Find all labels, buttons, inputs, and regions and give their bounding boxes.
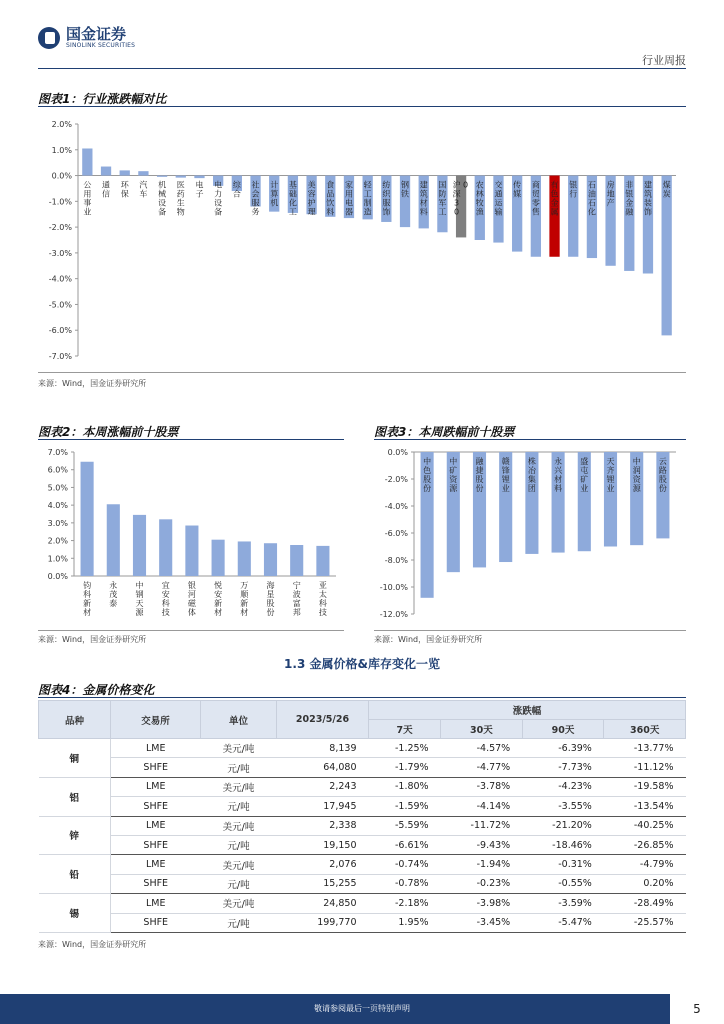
unit-cell: 美元/吨	[201, 739, 277, 758]
footer-disclaimer: 敬请参阅最后一页特别声明	[314, 1004, 410, 1013]
company-logo	[38, 26, 135, 49]
metal-name: 铝	[39, 777, 111, 816]
exchange-cell: LME	[111, 739, 201, 758]
change-360d-cell: -26.85%	[604, 835, 686, 854]
top-gainers-chart	[38, 444, 344, 628]
top-losers-chart	[374, 444, 686, 628]
change-7d-cell: -2.18%	[369, 894, 441, 913]
bar	[316, 546, 329, 576]
y-tick-label: 2.0%	[47, 536, 68, 546]
unit-cell: 元/吨	[201, 758, 277, 777]
bar	[662, 176, 672, 336]
change-360d-cell: -25.57%	[604, 913, 686, 932]
change-7d-cell: -6.61%	[369, 835, 441, 854]
fig2-source-line	[38, 630, 344, 631]
change-30d-cell: -3.98%	[441, 894, 523, 913]
bar	[159, 519, 172, 576]
th-change: 涨跌幅	[369, 701, 686, 720]
bar	[264, 543, 277, 576]
change-90d-cell: -0.55%	[522, 874, 604, 893]
category-label: 美容护理	[307, 180, 316, 217]
category-label: 有色金属	[550, 180, 559, 217]
price-cell: 2,243	[277, 777, 369, 796]
y-tick-label: 3.0%	[47, 518, 68, 528]
change-90d-cell: -7.73%	[522, 758, 604, 777]
y-tick-label: 1.0%	[51, 145, 72, 155]
category-label: 传媒	[513, 180, 522, 199]
price-cell: 8,139	[277, 739, 369, 758]
fig4-source: 来源：Wind，国金证券研究所	[38, 940, 147, 949]
category-label: 公用事业	[83, 180, 92, 217]
category-label: 中润资源	[632, 457, 641, 493]
th-7d: 7天	[369, 720, 441, 739]
category-label: 沪深 3 00	[452, 180, 469, 217]
table-row	[39, 855, 686, 874]
fig4-title: 图表4：金属价格变化	[38, 683, 155, 697]
th-date: 2023/5/26	[277, 701, 369, 739]
category-label: 房地产	[606, 180, 615, 208]
metal-name: 锡	[39, 894, 111, 933]
change-90d-cell: -21.20%	[522, 816, 604, 835]
y-tick-label: -10.0%	[379, 583, 408, 592]
change-90d-cell: -0.31%	[522, 855, 604, 874]
fig3-title: 图表3：本周跌幅前十股票	[374, 425, 515, 439]
fig1-title-line	[38, 106, 686, 107]
y-tick-label: -6.0%	[48, 326, 72, 336]
bar	[238, 541, 251, 576]
table-row	[39, 739, 686, 758]
logo-icon	[38, 27, 60, 49]
fig2-title-line	[38, 439, 344, 440]
category-label: 亚太科技	[318, 581, 327, 617]
y-tick-label: -5.0%	[48, 300, 72, 310]
y-tick-label: 4.0%	[47, 501, 68, 511]
page-number: 5	[670, 994, 724, 1024]
fig3-title-line	[374, 439, 686, 440]
category-label: 家用电器	[344, 180, 353, 217]
unit-cell: 美元/吨	[201, 855, 277, 874]
category-label: 天齐锂业	[606, 457, 615, 493]
price-cell: 199,770	[277, 913, 369, 932]
change-7d-cell: 1.95%	[369, 913, 441, 932]
price-cell: 15,255	[277, 874, 369, 893]
th-exchange: 交易所	[111, 701, 201, 739]
change-360d-cell: -11.12%	[604, 758, 686, 777]
category-label: 计算机	[270, 180, 279, 208]
category-label: 钧科新材	[83, 581, 92, 617]
table-row	[39, 816, 686, 835]
change-360d-cell: -4.79%	[604, 855, 686, 874]
fig1-source-line	[38, 372, 686, 373]
y-tick-label: -1.0%	[48, 197, 72, 207]
change-90d-cell: -4.23%	[522, 777, 604, 796]
price-cell: 64,080	[277, 758, 369, 777]
bar	[82, 148, 92, 175]
category-label: 宜安科技	[161, 581, 170, 617]
change-7d-cell: -0.74%	[369, 855, 441, 874]
bar	[194, 176, 204, 179]
change-30d-cell: -11.72%	[441, 816, 523, 835]
y-tick-label: 2.0%	[51, 120, 72, 129]
change-30d-cell: -4.57%	[441, 739, 523, 758]
unit-cell: 美元/吨	[201, 777, 277, 796]
logo-cn: 国金证券	[66, 25, 127, 43]
y-tick-label: 5.0%	[47, 483, 68, 493]
category-label: 煤炭	[662, 180, 671, 199]
exchange-cell: SHFE	[111, 758, 201, 777]
change-90d-cell: -5.47%	[522, 913, 604, 932]
category-label: 纺织服饰	[382, 180, 391, 217]
table-row	[39, 913, 686, 932]
unit-cell: 元/吨	[201, 797, 277, 816]
change-30d-cell: -3.78%	[441, 777, 523, 796]
bar	[157, 176, 167, 177]
fig3-source-line	[374, 630, 686, 631]
category-label: 食品饮料	[326, 180, 335, 217]
th-90d: 90天	[522, 720, 604, 739]
change-90d-cell: -6.39%	[522, 739, 604, 758]
category-label: 环保	[120, 180, 129, 199]
category-label: 机械设备	[158, 180, 167, 217]
change-360d-cell: 0.20%	[604, 874, 686, 893]
unit-cell: 元/吨	[201, 874, 277, 893]
y-tick-label: 0.0%	[51, 171, 72, 181]
exchange-cell: SHFE	[111, 835, 201, 854]
bar	[81, 462, 94, 576]
table-row	[39, 835, 686, 854]
bar	[185, 526, 198, 576]
y-tick-label: -6.0%	[384, 529, 408, 538]
change-7d-cell: -1.79%	[369, 758, 441, 777]
category-label: 医药生物	[176, 180, 185, 217]
change-30d-cell: -4.14%	[441, 797, 523, 816]
category-label: 建筑装饰	[643, 180, 652, 217]
y-tick-label: 0.0%	[47, 572, 68, 581]
bar	[212, 540, 225, 576]
category-label: 交通运输	[494, 180, 503, 217]
category-label: 盛屯矿业	[580, 457, 589, 493]
y-tick-label: -4.0%	[384, 502, 408, 511]
bar	[290, 545, 303, 576]
category-label: 综合	[232, 180, 241, 199]
logo-en: SINOLINK SECURITIES	[66, 42, 136, 49]
change-90d-cell: -3.55%	[522, 797, 604, 816]
bar	[120, 170, 130, 175]
section-title: 1.3 金属价格&库存变化一览	[284, 657, 440, 671]
y-tick-label: 6.0%	[47, 465, 68, 475]
fig1-source: 来源：Wind，国金证券研究所	[38, 379, 147, 388]
exchange-cell: LME	[111, 855, 201, 874]
change-360d-cell: -28.49%	[604, 894, 686, 913]
industry-change-chart	[38, 110, 686, 370]
th-unit: 单位	[201, 701, 277, 739]
category-label: 海星股份	[266, 581, 275, 617]
header-divider	[38, 68, 686, 69]
category-label: 万顺新材	[240, 581, 249, 617]
fig2-source: 来源：Wind，国金证券研究所	[38, 635, 147, 644]
bar	[138, 171, 148, 175]
y-tick-label: -12.0%	[379, 610, 408, 619]
category-label: 中钢天源	[135, 581, 144, 617]
metal-name: 锌	[39, 816, 111, 855]
change-7d-cell: -1.59%	[369, 797, 441, 816]
unit-cell: 美元/吨	[201, 816, 277, 835]
report-type: 行业周报	[642, 54, 686, 67]
bar	[176, 176, 186, 178]
bar	[133, 515, 146, 576]
change-30d-cell: -4.77%	[441, 758, 523, 777]
change-30d-cell: -1.94%	[441, 855, 523, 874]
change-7d-cell: -1.25%	[369, 739, 441, 758]
category-label: 中色股份	[423, 457, 432, 493]
y-tick-label: -4.0%	[48, 274, 72, 284]
exchange-cell: LME	[111, 894, 201, 913]
y-tick-label: 1.0%	[47, 554, 68, 564]
price-cell: 2,338	[277, 816, 369, 835]
y-tick-label: -2.0%	[384, 475, 408, 484]
y-tick-label: -2.0%	[48, 223, 72, 233]
table-row	[39, 797, 686, 816]
table-row	[39, 874, 686, 893]
category-label: 株冶集团	[527, 457, 536, 493]
bar	[101, 167, 111, 176]
change-360d-cell: -13.77%	[604, 739, 686, 758]
category-label: 银河磁体	[187, 581, 196, 617]
th-360d: 360天	[604, 720, 686, 739]
fig1-title: 图表1：行业涨跌幅对比	[38, 92, 167, 106]
change-30d-cell: -3.45%	[441, 913, 523, 932]
unit-cell: 元/吨	[201, 835, 277, 854]
category-label: 轻工制造	[363, 180, 372, 217]
category-label: 宁波富邦	[292, 581, 301, 617]
table-row	[39, 894, 686, 913]
change-30d-cell: -0.23%	[441, 874, 523, 893]
price-cell: 24,850	[277, 894, 369, 913]
th-30d: 30天	[441, 720, 523, 739]
exchange-cell: SHFE	[111, 874, 201, 893]
fig3-source: 来源：Wind，国金证券研究所	[374, 635, 483, 644]
exchange-cell: SHFE	[111, 913, 201, 932]
change-90d-cell: -18.46%	[522, 835, 604, 854]
change-7d-cell: -5.59%	[369, 816, 441, 835]
category-label: 悦安新材	[214, 581, 223, 617]
category-label: 中矿资源	[449, 457, 458, 493]
category-label: 农林牧渔	[475, 180, 484, 217]
footer	[0, 994, 724, 1024]
change-360d-cell: -13.54%	[604, 797, 686, 816]
change-7d-cell: -1.80%	[369, 777, 441, 796]
change-90d-cell: -3.59%	[522, 894, 604, 913]
metal-price-table	[38, 700, 686, 933]
category-label: 国防军工	[438, 180, 447, 217]
category-label: 通信	[102, 180, 111, 199]
category-label: 非银金融	[625, 180, 634, 217]
category-label: 电子	[195, 180, 204, 199]
category-label: 钢铁	[401, 180, 410, 199]
y-tick-label: 0.0%	[387, 448, 408, 457]
change-7d-cell: -0.78%	[369, 874, 441, 893]
category-label: 银行	[569, 180, 578, 199]
category-label: 石油石化	[587, 180, 596, 217]
exchange-cell: LME	[111, 777, 201, 796]
unit-cell: 美元/吨	[201, 894, 277, 913]
price-cell: 19,150	[277, 835, 369, 854]
y-tick-label: -7.0%	[48, 352, 72, 361]
category-label: 永兴材料	[554, 457, 563, 493]
category-label: 社会服务	[251, 180, 260, 217]
category-label: 融捷股份	[475, 457, 484, 493]
unit-cell: 元/吨	[201, 913, 277, 932]
category-label: 汽车	[139, 180, 148, 199]
category-label: 商贸零售	[531, 180, 540, 217]
fig4-title-line	[38, 697, 686, 698]
metal-name: 铅	[39, 855, 111, 894]
category-label: 建筑材料	[419, 180, 428, 217]
change-30d-cell: -9.43%	[441, 835, 523, 854]
price-cell: 17,945	[277, 797, 369, 816]
exchange-cell: SHFE	[111, 797, 201, 816]
category-label: 永茂泰	[109, 581, 118, 608]
y-tick-label: 7.0%	[47, 448, 68, 457]
category-label: 电力设备	[214, 180, 223, 217]
category-label: 基础化工	[288, 180, 297, 217]
exchange-cell: LME	[111, 816, 201, 835]
bar	[107, 504, 120, 576]
metal-name: 铜	[39, 739, 111, 778]
change-360d-cell: -19.58%	[604, 777, 686, 796]
table-row	[39, 758, 686, 777]
category-label: 赣锋锂业	[501, 457, 510, 493]
category-label: 云路股份	[658, 457, 667, 493]
y-tick-label: -3.0%	[48, 248, 72, 258]
change-360d-cell: -40.25%	[604, 816, 686, 835]
th-metal: 品种	[39, 701, 111, 739]
fig2-title: 图表2：本周涨幅前十股票	[38, 425, 179, 439]
y-tick-label: -8.0%	[384, 556, 408, 565]
table-row	[39, 777, 686, 796]
price-cell: 2,076	[277, 855, 369, 874]
